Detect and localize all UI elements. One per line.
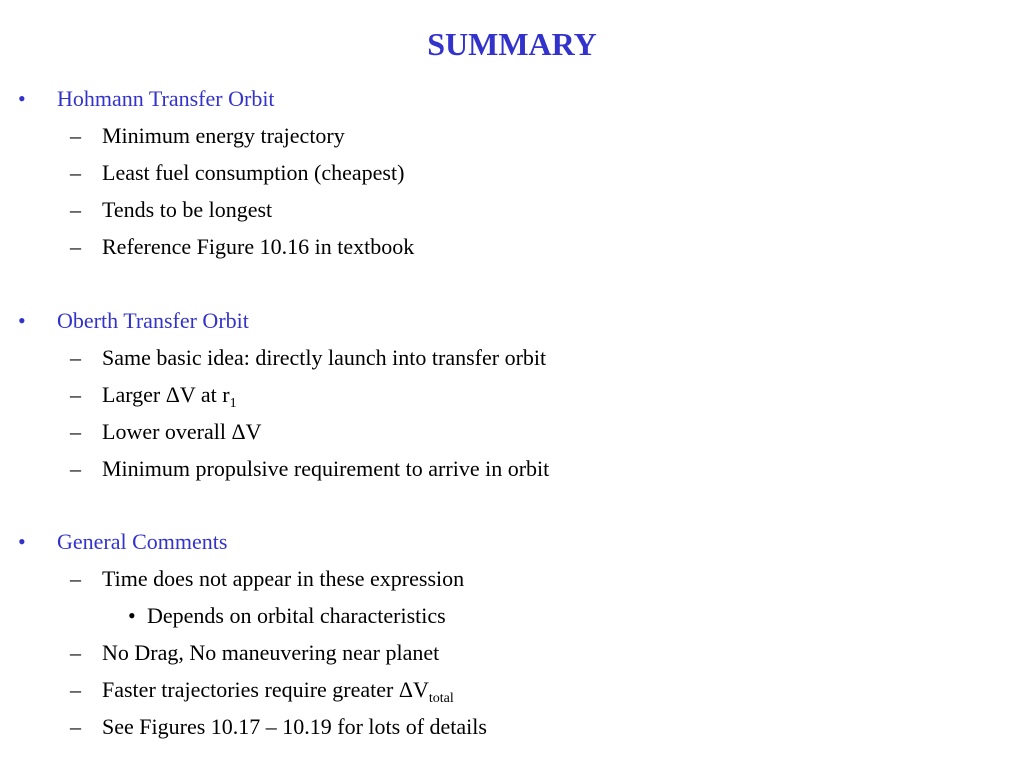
list-item-text (102, 382, 237, 411)
list-item-text: Time does not appear in these expression (102, 566, 465, 591)
list-item-text: Minimum propulsive requirement to arrive in orbit (102, 456, 550, 481)
subscript: total (428, 691, 454, 706)
section-heading-text: Hohmann Transfer Orbit (57, 86, 275, 111)
list-item-main-text: Larger ΔV at r (102, 382, 230, 407)
bullet-marker: • (128, 603, 136, 628)
bullet-marker: • (18, 308, 26, 333)
dash-marker: – (70, 677, 81, 702)
section-heading-text: General Comments (57, 529, 228, 554)
subscript: 1 (229, 396, 237, 411)
dash-marker: – (70, 640, 81, 665)
dash-marker: – (70, 160, 81, 185)
dash-marker: – (70, 382, 81, 407)
list-item-text (102, 677, 454, 706)
list-item-main-text: Faster trajectories require greater ΔV (102, 677, 429, 702)
section-heading-text: Oberth Transfer Orbit (57, 308, 249, 333)
bullet-marker: • (18, 529, 26, 554)
list-item-text: Tends to be longest (102, 197, 273, 222)
slide-title: SUMMARY (427, 26, 597, 62)
dash-marker: – (70, 345, 81, 370)
list-item-text: No Drag, No maneuvering near planet (102, 640, 440, 665)
dash-marker: – (70, 566, 81, 591)
list-item-text: Same basic idea: directly launch into transfer orbit (102, 345, 547, 370)
list-item-text: Minimum energy trajectory (102, 123, 345, 148)
list-item-text: Least fuel consumption (cheapest) (102, 160, 405, 185)
dash-marker: – (70, 234, 81, 259)
dash-marker: – (70, 197, 81, 222)
bullet-marker: • (18, 86, 26, 111)
list-item-text: See Figures 10.17 – 10.19 for lots of details (102, 714, 487, 739)
nested-list-item-text: Depends on orbital characteristics (147, 603, 446, 628)
list-item-text: Lower overall ΔV (102, 419, 262, 444)
dash-marker: – (70, 714, 81, 739)
dash-marker: – (70, 419, 81, 444)
dash-marker: – (70, 456, 81, 481)
list-item-text: Reference Figure 10.16 in textbook (102, 234, 415, 259)
dash-marker: – (70, 123, 81, 148)
